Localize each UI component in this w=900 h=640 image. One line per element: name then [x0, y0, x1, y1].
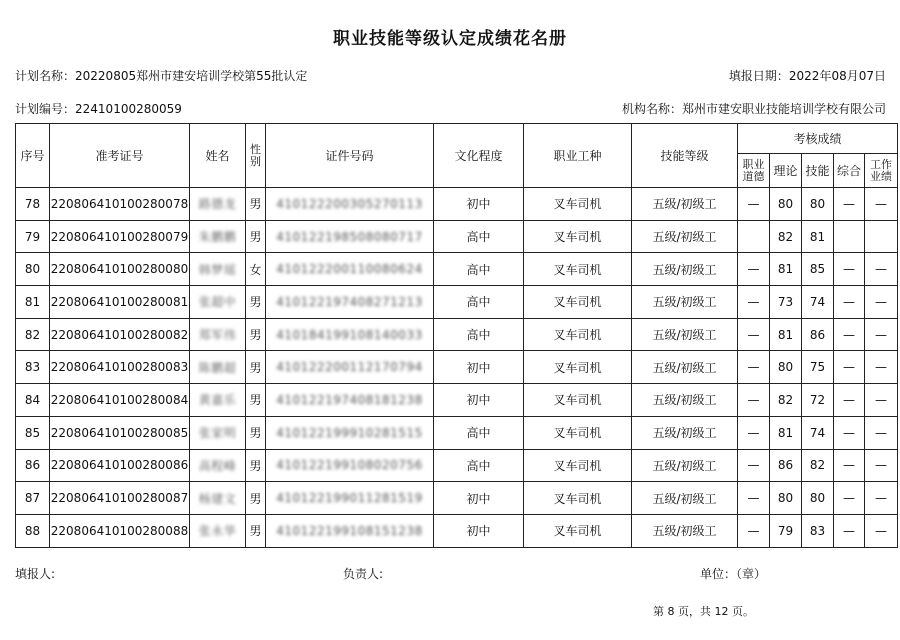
table-row [16, 351, 898, 384]
cell-gender: 男 [246, 514, 266, 547]
cell-id-no [266, 286, 434, 319]
cell-education: 高中 [434, 220, 524, 253]
header-name: 姓名 [190, 124, 246, 188]
cell-seq: 85 [16, 416, 50, 449]
cell-skill: 74 [802, 286, 834, 319]
cell-occupation: 叉车司机 [524, 188, 632, 221]
cell-work: — [865, 188, 898, 221]
cell-ethics: — [738, 384, 770, 417]
cell-name [190, 188, 246, 221]
org-name-value: 郑州市建安职业技能培训学校有限公司 [681, 102, 886, 116]
cell-gender: 男 [246, 482, 266, 515]
cell-seq: 82 [16, 318, 50, 351]
header-overall: 综合 [834, 154, 865, 188]
header-scores: 考核成绩 [738, 124, 898, 154]
blurred-name: 张超中 [198, 295, 237, 310]
cell-level: 五级/初级工 [632, 253, 738, 286]
blurred-name: 张永华 [198, 524, 237, 539]
cell-work: — [865, 384, 898, 417]
cell-skill: 85 [802, 253, 834, 286]
cell-overall: — [834, 188, 865, 221]
cell-seq: 88 [16, 514, 50, 547]
cell-theory: 82 [770, 220, 802, 253]
responsible-label: 负责人: [343, 567, 384, 581]
blurred-id-no: 410122200305270113 [276, 196, 423, 211]
cell-theory: 81 [770, 416, 802, 449]
cell-seq: 78 [16, 188, 50, 221]
score-roster-table [15, 123, 898, 548]
cell-education: 初中 [434, 351, 524, 384]
cell-gender: 男 [246, 449, 266, 482]
cell-education: 高中 [434, 253, 524, 286]
cell-exam-no: 220806410100280078 [50, 188, 190, 221]
cell-seq: 79 [16, 220, 50, 253]
cell-theory: 80 [770, 482, 802, 515]
header-exam-no: 准考证号 [50, 124, 190, 188]
cell-name [190, 220, 246, 253]
cell-id-no [266, 188, 434, 221]
blurred-name: 张家明 [198, 426, 237, 441]
cell-ethics: — [738, 318, 770, 351]
cell-work [865, 220, 898, 253]
cell-name [190, 416, 246, 449]
cell-occupation: 叉车司机 [524, 286, 632, 319]
blurred-name: 黄嘉乐 [198, 393, 237, 408]
cell-work: — [865, 286, 898, 319]
cell-overall: — [834, 449, 865, 482]
cell-education: 初中 [434, 482, 524, 515]
cell-id-no [266, 384, 434, 417]
blurred-name: 路德龙 [198, 197, 237, 212]
fill-date-label: 填报日期： [728, 69, 789, 83]
cell-work: — [865, 482, 898, 515]
cell-overall: — [834, 318, 865, 351]
cell-education: 高中 [434, 416, 524, 449]
cell-theory: 86 [770, 449, 802, 482]
cell-theory: 80 [770, 188, 802, 221]
page-info: 第 8 页，共 12 页。 [653, 605, 754, 618]
plan-number [15, 100, 182, 117]
cell-skill: 86 [802, 318, 834, 351]
cell-id-no [266, 253, 434, 286]
cell-gender: 男 [246, 416, 266, 449]
cell-seq: 84 [16, 384, 50, 417]
cell-overall: — [834, 286, 865, 319]
cell-name [190, 351, 246, 384]
cell-name [190, 318, 246, 351]
cell-work: — [865, 318, 898, 351]
cell-work: — [865, 514, 898, 547]
cell-skill: 81 [802, 220, 834, 253]
cell-overall: — [834, 416, 865, 449]
cell-skill: 82 [802, 449, 834, 482]
cell-overall: — [834, 351, 865, 384]
table-row [16, 286, 898, 319]
cell-gender: 男 [246, 188, 266, 221]
cell-name [190, 384, 246, 417]
blurred-name: 韩梦瑶 [198, 262, 237, 277]
cell-ethics: — [738, 482, 770, 515]
cell-skill: 80 [802, 482, 834, 515]
blurred-id-no: 410122198508080717 [276, 229, 423, 244]
header-occupation: 职业工种 [524, 124, 632, 188]
table-row [16, 416, 898, 449]
cell-name [190, 286, 246, 319]
fill-date [729, 67, 886, 84]
cell-ethics: — [738, 253, 770, 286]
table-row [16, 384, 898, 417]
cell-education: 高中 [434, 286, 524, 319]
cell-level: 五级/初级工 [632, 514, 738, 547]
cell-education: 高中 [434, 449, 524, 482]
cell-work: — [865, 416, 898, 449]
cell-occupation: 叉车司机 [524, 220, 632, 253]
blurred-id-no: 410122199108151238 [276, 523, 423, 538]
plan-name-value: 20220805郑州市建安培训学校第55批认定 [75, 69, 308, 83]
header-education: 文化程度 [434, 124, 524, 188]
cell-exam-no: 220806410100280081 [50, 286, 190, 319]
cell-ethics: — [738, 351, 770, 384]
cell-seq: 83 [16, 351, 50, 384]
cell-level: 五级/初级工 [632, 318, 738, 351]
cell-occupation: 叉车司机 [524, 482, 632, 515]
cell-occupation: 叉车司机 [524, 318, 632, 351]
header-skill: 技能 [802, 154, 834, 188]
document-title: 职业技能等级认定成绩花名册 [333, 29, 567, 49]
cell-gender: 男 [246, 384, 266, 417]
table-row [16, 514, 898, 547]
cell-exam-no: 220806410100280080 [50, 253, 190, 286]
filler-label: 填报人: [15, 567, 56, 581]
cell-ethics: — [738, 188, 770, 221]
cell-level: 五级/初级工 [632, 351, 738, 384]
cell-exam-no: 220806410100280084 [50, 384, 190, 417]
cell-exam-no: 220806410100280082 [50, 318, 190, 351]
cell-overall: — [834, 253, 865, 286]
header-skill-level: 技能等级 [632, 124, 738, 188]
cell-gender: 男 [246, 318, 266, 351]
cell-gender: 男 [246, 220, 266, 253]
plan-number-label: 计划编号： [15, 102, 76, 116]
cell-occupation: 叉车司机 [524, 449, 632, 482]
cell-theory: 82 [770, 384, 802, 417]
header-gender: 性别 [246, 124, 266, 188]
cell-name [190, 482, 246, 515]
fill-date-value: 2022年08月07日 [788, 69, 886, 83]
cell-occupation: 叉车司机 [524, 384, 632, 417]
cell-id-no [266, 449, 434, 482]
cell-seq: 86 [16, 449, 50, 482]
plan-name-label: 计划名称： [15, 69, 76, 83]
cell-name [190, 449, 246, 482]
org-name [622, 100, 886, 117]
unit-stamp-label: 单位：（章） [700, 567, 767, 581]
cell-seq: 81 [16, 286, 50, 319]
cell-level: 五级/初级工 [632, 188, 738, 221]
cell-ethics: — [738, 286, 770, 319]
cell-ethics [738, 220, 770, 253]
table-row [16, 318, 898, 351]
cell-ethics: — [738, 514, 770, 547]
cell-id-no [266, 514, 434, 547]
header-theory: 理论 [770, 154, 802, 188]
blurred-id-no: 410122197408181238 [276, 392, 423, 407]
cell-exam-no: 220806410100280085 [50, 416, 190, 449]
blurred-id-no: 410122200110080624 [276, 262, 423, 277]
cell-skill: 75 [802, 351, 834, 384]
cell-id-no [266, 318, 434, 351]
blurred-id-no: 410122200112170794 [276, 360, 423, 375]
blurred-id-no: 410122199011281519 [276, 491, 423, 506]
cell-theory: 79 [770, 514, 802, 547]
cell-theory: 81 [770, 253, 802, 286]
cell-theory: 80 [770, 351, 802, 384]
cell-id-no [266, 416, 434, 449]
cell-education: 高中 [434, 318, 524, 351]
cell-overall [834, 220, 865, 253]
table-row [16, 482, 898, 515]
blurred-name: 杨建文 [198, 491, 237, 506]
cell-level: 五级/初级工 [632, 384, 738, 417]
plan-name [15, 67, 307, 84]
cell-occupation: 叉车司机 [524, 351, 632, 384]
cell-skill: 83 [802, 514, 834, 547]
cell-exam-no: 220806410100280079 [50, 220, 190, 253]
cell-work: — [865, 351, 898, 384]
cell-level: 五级/初级工 [632, 286, 738, 319]
org-name-label: 机构名称： [621, 102, 682, 116]
cell-level: 五级/初级工 [632, 416, 738, 449]
cell-overall: — [834, 482, 865, 515]
cell-work: — [865, 253, 898, 286]
cell-exam-no: 220806410100280083 [50, 351, 190, 384]
cell-gender: 女 [246, 253, 266, 286]
cell-exam-no: 220806410100280086 [50, 449, 190, 482]
table-row [16, 220, 898, 253]
cell-exam-no: 220806410100280088 [50, 514, 190, 547]
cell-theory: 81 [770, 318, 802, 351]
cell-education: 初中 [434, 384, 524, 417]
header-id-no: 证件号码 [266, 124, 434, 188]
header-seq: 序号 [16, 124, 50, 188]
cell-level: 五级/初级工 [632, 449, 738, 482]
cell-occupation: 叉车司机 [524, 514, 632, 547]
cell-education: 初中 [434, 188, 524, 221]
cell-seq: 87 [16, 482, 50, 515]
cell-id-no [266, 220, 434, 253]
blurred-name: 郑军伟 [198, 328, 237, 343]
cell-id-no [266, 351, 434, 384]
cell-name [190, 253, 246, 286]
cell-skill: 74 [802, 416, 834, 449]
blurred-id-no: 410122199108020756 [276, 458, 423, 473]
table-row [16, 253, 898, 286]
blurred-id-no: 410122197408271213 [276, 294, 423, 309]
cell-occupation: 叉车司机 [524, 416, 632, 449]
blurred-name: 高程峰 [198, 458, 237, 473]
blurred-id-no: 410122199910281515 [276, 425, 423, 440]
cell-gender: 男 [246, 286, 266, 319]
header-ethics: 职业道德 [738, 154, 770, 188]
cell-level: 五级/初级工 [632, 482, 738, 515]
blurred-name: 朱鹏鹏 [198, 230, 237, 245]
cell-level: 五级/初级工 [632, 220, 738, 253]
table-row [16, 188, 898, 221]
cell-seq: 80 [16, 253, 50, 286]
header-work: 工作业绩 [865, 154, 898, 188]
blurred-name: 陈鹏超 [198, 360, 237, 375]
cell-ethics: — [738, 449, 770, 482]
cell-overall: — [834, 384, 865, 417]
cell-theory: 73 [770, 286, 802, 319]
cell-work: — [865, 449, 898, 482]
cell-exam-no: 220806410100280087 [50, 482, 190, 515]
table-row [16, 449, 898, 482]
plan-number-value: 22410100280059 [75, 102, 182, 116]
cell-education: 初中 [434, 514, 524, 547]
cell-skill: 80 [802, 188, 834, 221]
cell-id-no [266, 482, 434, 515]
cell-skill: 72 [802, 384, 834, 417]
cell-gender: 男 [246, 351, 266, 384]
blurred-id-no: 410184199108140033 [276, 327, 423, 342]
cell-name [190, 514, 246, 547]
cell-occupation: 叉车司机 [524, 253, 632, 286]
cell-ethics: — [738, 416, 770, 449]
cell-overall: — [834, 514, 865, 547]
